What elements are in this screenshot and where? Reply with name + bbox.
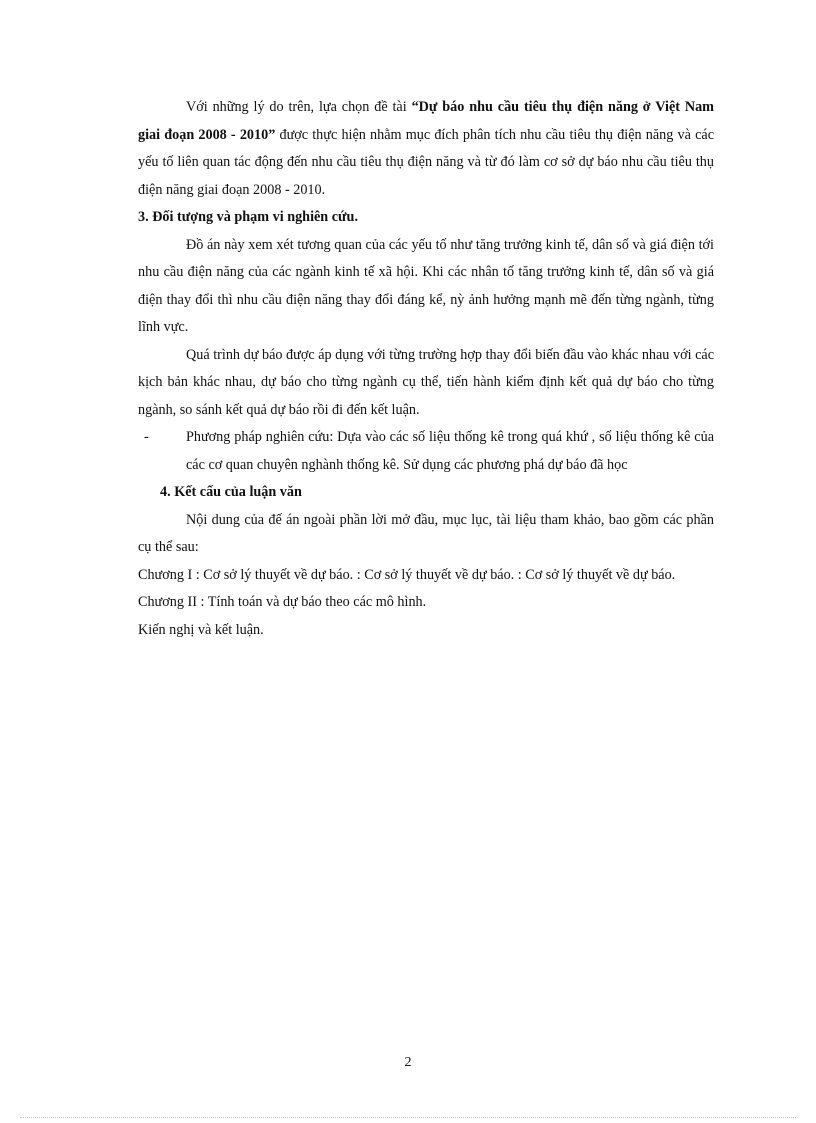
section-4-heading: 4. Kết cấu của luận văn bbox=[160, 484, 302, 500]
page-bottom-divider bbox=[20, 1117, 796, 1118]
intro-paragraph bbox=[138, 94, 714, 204]
page-number: 2 bbox=[404, 1055, 412, 1070]
chapter-2-line: Chương II : Tính toán và dự báo theo các mô hình. bbox=[138, 594, 427, 610]
section-4-paragraph-1: Nội dung của đế án ngoài phần lời mở đầu, mục lục, tài liệu tham khảo, bao gồm các phần cụ thể sau: bbox=[138, 511, 714, 555]
research-method-bullet bbox=[138, 424, 714, 479]
conclusion-line: Kiến nghị và kết luận. bbox=[138, 621, 264, 638]
page-body bbox=[138, 94, 714, 644]
section-3-paragraph-2: Quá trình dự báo được áp dụng với từng trường hợp thay đổi biến đầu vào khác nhau với các kịch bản khác nhau, dự báo cho từng ngành cụ thể, tiến hành kiểm định kết quả dự báo cho từng ngành, so sánh kết quả dự báo rồi đi đến kết luận. bbox=[138, 346, 714, 418]
bullet-dash: - bbox=[144, 429, 149, 445]
intro-lead: Với những lý do trên, lựa chọn đề tài bbox=[186, 99, 412, 115]
chapter-1-line: Chương I : Cơ sở lý thuyết về dự báo. : Cơ sở lý thuyết về dự báo. : Cơ sở lý thuyết về dự báo. bbox=[138, 566, 676, 583]
topic-title: “Dự báo nhu cầu tiêu thụ điện năng ở Việt Nam giai đoạn 2008 - 2010” bbox=[138, 99, 714, 143]
section-3-paragraph-1: Đồ án này xem xét tương quan của các yếu tố như tăng trưởng kinh tế, dân số và giá điện tới nhu cầu điện năng của các ngành kinh tế xã hội. Khi các nhân tố tăng trưởng kinh tế, dân số và giá điện thay đổi thì nhu cầu điện năng thay đổi đáng kể, nỳ ảnh hưởng mạnh mẽ đến từng ngành, từng lĩnh vực. bbox=[138, 236, 714, 335]
research-method-text: Phương pháp nghiên cứu: Dựa vào các số liệu thống kê trong quá khứ , số liệu thống kê của các cơ quan chuyên nghành thống kê. Sử dụng các phương phá dự báo đã học bbox=[186, 429, 714, 473]
section-3-heading: 3. Đối tượng và phạm vi nghiên cứu. bbox=[138, 209, 358, 225]
intro-rest: được thực hiện nhằm mục đích phân tích nhu cầu tiêu thụ điện năng và các yếu tố liên quan tác động đến nhu cầu tiêu thụ điện năng và từ đó làm cơ sở dự báo nhu cầu tiêu thụ điện năng giai đoạn 2008 - 2010. bbox=[138, 126, 715, 198]
